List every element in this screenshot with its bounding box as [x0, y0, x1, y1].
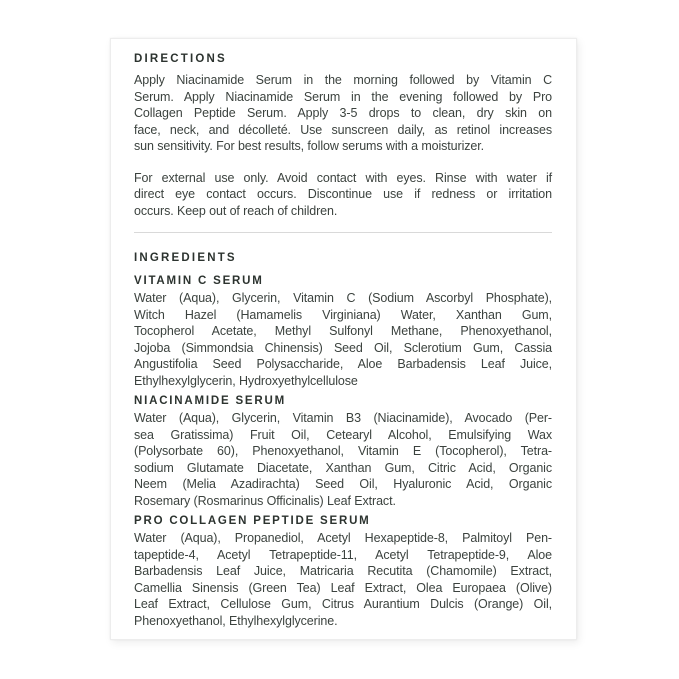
text-line: sea Gratissima) Fruit Oil, Cetearyl Alcohol, Emulsifying Wax: [134, 427, 552, 442]
text-line: face, neck, and décolleté. Use sunscreen daily, as retinol increases: [134, 122, 552, 137]
directions-paragraph-usage: [134, 72, 552, 155]
ingredient-section-vitamin-c: [134, 275, 552, 389]
text-line: Jojoba (Simmondsia Chinensis) Seed Oil, Sclerotium Gum, Cassia: [134, 340, 552, 355]
text-line: occurs. Keep out of reach of children.: [134, 203, 338, 218]
text-line: Apply Niacinamide Serum in the morning followed by Vitamin C: [134, 73, 552, 87]
text-line: Water (Aqua), Glycerin, Vitamin C (Sodium Ascorbyl Phosphate),: [134, 291, 552, 305]
label-card: [110, 38, 577, 640]
text-line: Rosemary (Rosmarinus Officinalis) Leaf Extract.: [134, 493, 396, 508]
vitamin-c-serum-ingredients: [134, 290, 552, 389]
pro-collagen-peptide-serum-ingredients: [134, 530, 552, 629]
text-line: For external use only. Avoid contact with eyes. Rinse with water if: [134, 170, 552, 185]
text-line: Ethylhexylglycerin, Hydroxyethylcellulose: [134, 373, 358, 388]
text-line: Witch Hazel (Hamamelis Virginiana) Water, Xanthan Gum,: [134, 307, 552, 322]
text-line: direct eye contact occurs. Discontinue use if redness or irritation: [134, 187, 552, 201]
vitamin-c-serum-heading: VITAMIN C SERUM: [134, 275, 264, 287]
ingredient-section-niacinamide: [134, 395, 552, 509]
niacinamide-serum-ingredients: [134, 410, 552, 509]
text-line: Water (Aqua), Propanediol, Acetyl Hexapeptide-8, Palmitoyl Pen-: [134, 531, 552, 545]
text-line: Tocopherol Acetate, Methyl Sulfonyl Methane, Phenoxyethanol,: [134, 324, 552, 338]
text-line: Serum. Apply Niacinamide Serum in the evening followed by Pro: [134, 89, 552, 104]
text-line: tapeptide-4, Acetyl Tetrapeptide-11, Acetyl Tetrapeptide-9, Aloe: [134, 547, 552, 562]
text-line: Barbadensis Leaf Juice, Matricaria Recutita (Chamomile) Extract,: [134, 564, 552, 578]
directions-paragraph-warning: [134, 170, 552, 220]
section-divider: [134, 232, 552, 233]
pro-collagen-peptide-serum-heading: PRO COLLAGEN PEPTIDE SERUM: [134, 515, 371, 527]
ingredient-section-pro-collagen: [134, 515, 552, 629]
text-line: (Polysorbate 60), Phenoxyethanol, Vitamin E (Tocopherol), Tetra-: [134, 444, 552, 458]
text-line: Collagen Peptide Serum. Apply 3-5 drops to clean, dry skin on: [134, 106, 552, 120]
text-line: sun sensitivity. For best results, follow serums with a moisturizer.: [134, 139, 485, 153]
niacinamide-serum-heading: NIACINAMIDE SERUM: [134, 395, 286, 407]
text-line: Neem (Melia Azadirachta) Seed Oil, Hyaluronic Acid, Organic: [134, 477, 552, 491]
text-line: Camellia Sinensis (Green Tea) Leaf Extract, Olea Europaea (Olive): [134, 580, 552, 595]
text-line: Angustifolia Seed Polysaccharide, Aloe Barbadensis Leaf Juice,: [134, 357, 552, 371]
text-line: Phenoxyethanol, Ethylhexylglycerine.: [134, 613, 338, 628]
text-line: Leaf Extract, Cellulose Gum, Citrus Aurantium Dulcis (Orange) Oil,: [134, 597, 552, 611]
text-line: sodium Glutamate Diacetate, Xanthan Gum, Citric Acid, Organic: [134, 460, 552, 475]
directions-heading: DIRECTIONS: [134, 53, 227, 65]
ingredients-heading: INGREDIENTS: [134, 252, 237, 264]
text-line: Water (Aqua), Glycerin, Vitamin B3 (Niacinamide), Avocado (Per-: [134, 411, 552, 425]
